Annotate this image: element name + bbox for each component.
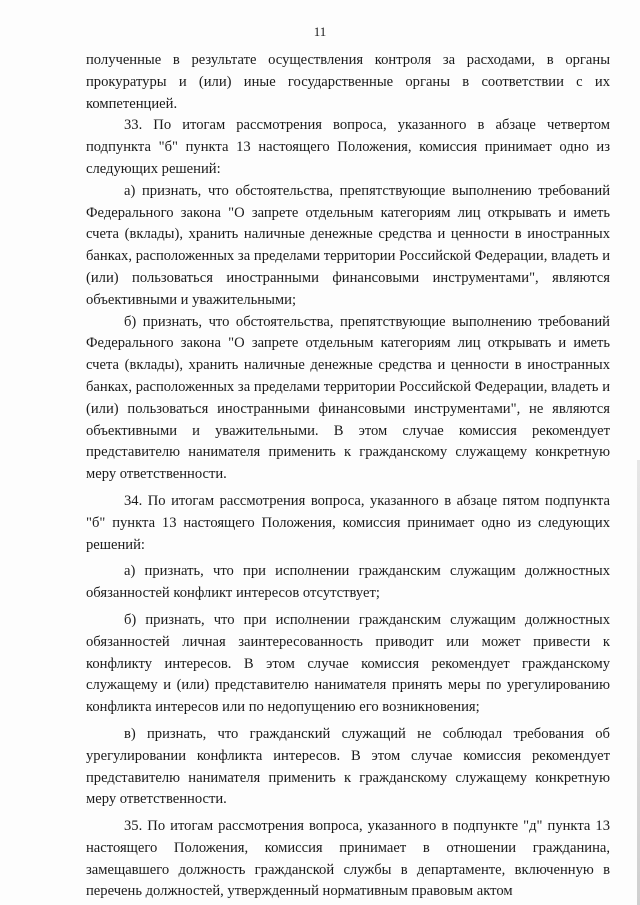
page-number: 11 — [313, 24, 327, 39]
paragraph-continuation: полученные в результате осуществления контроля за расходами, в органы прокуратуры и (или) иные государственные органы в соответствии с их компетенцией. — [86, 52, 610, 112]
paragraph-35: 35. По итогам рассмотрения вопроса, указанного в подпункте "д" пункта 13 настоящего Положения, комиссия принимает в отношении гражданина, замещавшего должность гражданской службы в департаменте, включенную в перечень должностей, утвержденный нормативным правовым актом — [86, 818, 610, 900]
paragraph-33: 33. По итогам рассмотрения вопроса, указанного в абзаце четвертом подпункта "б" пункта 13 настоящего Положения, комиссия принимает одно из следующих решений: — [86, 117, 610, 177]
document-body — [86, 50, 610, 903]
paragraph-34: 34. По итогам рассмотрения вопроса, указанного в абзаце пятом подпункта "б" пункта 13 настоящего Положения, комиссия принимает одно из следующих решений: — [86, 492, 610, 553]
paragraph-34-b: б) признать, что при исполнении гражданским служащим должностных обязанностей личная заинтересованность приводит или может привести к конфликту интересов. В этом случае комиссия рекомендует гражданскому служащему и (или) представителю нанимателя принять меры по урегулированию конфликта интересов или по недопущению его возникновения; — [86, 611, 610, 716]
paragraph-33-b: б) признать, что обстоятельства, препятствующие выполнению требований Федерального закона "О запрете отдельным категориям лиц открывать и иметь счета (вклады), хранить наличные денежные средства и ценности в иностранных банках, расположенных за пределами территории Российской Федерации, владеть и (или) пользоваться иностранными финансовыми инструментами", не являются объективными и уважительными. В этом случае комиссия рекомендует представителю нанимателя применить к гражданскому служащему конкретную меру ответственности. — [86, 313, 610, 483]
paragraph-33-a: а) признать, что обстоятельства, препятствующие выполнению требований Федерального закона "О запрете отдельным категориям лиц открывать и иметь счета (вклады), хранить наличные денежные средства и ценности в иностранных банках, расположенных за пределами территории Российской Федерации, владеть и (или) пользоваться иностранными финансовыми инструментами", являются объективными и уважительными; — [86, 182, 610, 308]
paragraph-34-c: в) признать, что гражданский служащий не соблюдал требования об урегулировании конфликта интересов. В этом случае комиссия рекомендует представителю нанимателя применить к гражданскому служащему конкретную меру ответственности. — [86, 725, 610, 808]
paragraph-34-a: а) признать, что при исполнении гражданским служащим должностных обязанностей конфликт интересов отсутствует; — [86, 563, 610, 602]
